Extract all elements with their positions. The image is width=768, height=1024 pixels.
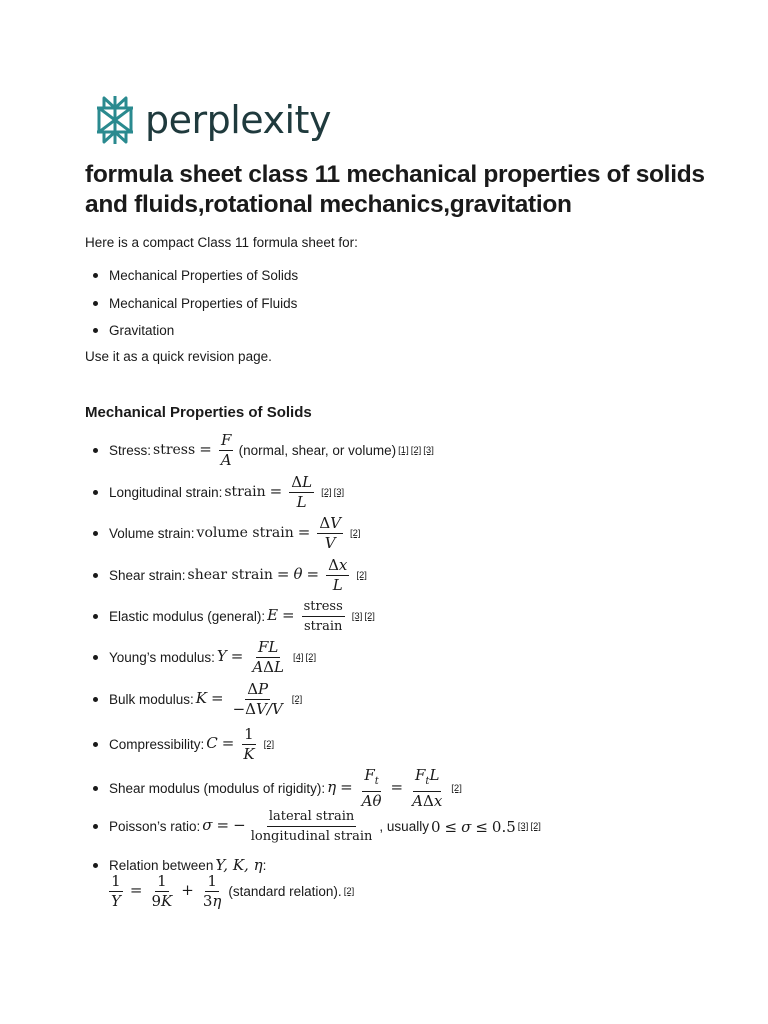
page-title: formula sheet class 11 mechanical properties of solids and fluids,rotational mechanics,gravitation (85, 161, 705, 218)
formula-relation-line (109, 873, 354, 910)
bullet (93, 742, 98, 747)
perplexity-logo[interactable] (94, 94, 331, 146)
bullet (93, 614, 98, 619)
citation-link[interactable]: [2] (356, 570, 367, 581)
formula-bulk-modulus: K = $\frac{\Delta P}{-\Delta V/V}$ (195, 680, 283, 718)
formula-item-longitudinal-strain (93, 474, 344, 511)
formula-label: Young’s modulus: (109, 650, 215, 665)
formula-elastic-modulus: E = $\frac{\text{stress}}{\text{strain}}$ (267, 599, 343, 634)
citation-link[interactable]: [2] (364, 611, 375, 622)
citation-link[interactable]: [3] (423, 445, 434, 456)
formula-note: (normal, shear, or volume) (238, 443, 397, 458)
formula-label: Shear strain: (109, 568, 186, 583)
formula-item-volume-strain (93, 515, 361, 552)
formula-volume-strain: volume strain = $\frac{\Delta V}{V}$ (196, 514, 341, 552)
citation-link[interactable]: [2] (530, 821, 541, 832)
formula-item-bulk-modulus (93, 681, 302, 718)
formula-item-elastic-modulus (93, 598, 375, 635)
formula-compressibility: C = $\frac{1}{K}$ (206, 725, 255, 763)
formula-label: Volume strain: (109, 526, 195, 541)
formula-item-shear-strain (93, 557, 367, 594)
citation-link[interactable]: [2] (410, 445, 422, 456)
formula-item-shear-modulus (93, 767, 462, 810)
list-item (93, 296, 297, 311)
formula-stress: stress = $\frac{F}{A}$ (153, 431, 232, 469)
formula-item-youngs-modulus (93, 639, 316, 676)
formula-shear-modulus: η = $\frac{F_t}{A\theta}$ = $\frac{F_tL}{\text{AΔx}}$ (327, 766, 443, 810)
bullet (93, 655, 98, 660)
citation-link[interactable]: [3] (517, 821, 529, 832)
formula-label: Poisson’s ratio: (109, 819, 201, 834)
list-item (93, 268, 298, 283)
formula-poissons-range: 0 ≤ σ ≤ 0.5 (430, 817, 516, 836)
revision-note: Use it as a quick revision page. (85, 349, 272, 364)
list-item-label: Gravitation (109, 323, 175, 338)
citation-link[interactable]: [2] (263, 739, 275, 750)
citation-link[interactable]: [2] (321, 487, 332, 498)
formula-youngs-modulus: Y = $\frac{FL}{\text{AΔL}}$ (216, 638, 284, 676)
bullet (93, 531, 98, 536)
formula-label: Compressibility: (109, 737, 205, 752)
formula-label: Bulk modulus: (109, 692, 194, 707)
formula-note: , usually (379, 819, 429, 834)
intro-text: Here is a compact Class 11 formula sheet for: (85, 235, 358, 250)
citation-link[interactable]: [1] (398, 445, 409, 456)
bullet (93, 328, 98, 333)
citation-link[interactable]: [2] (451, 783, 462, 794)
formula-label: Relation between (109, 857, 214, 873)
perplexity-wordmark: perplexity (145, 98, 331, 142)
formula-note: (standard relation). (228, 884, 342, 899)
formula-label: Stress: (109, 443, 152, 458)
bullet (93, 697, 98, 702)
formula-longitudinal-strain: strain = $\frac{\Delta L}{L}$ (224, 473, 313, 511)
formula-label: Shear modulus (modulus of rigidity): (109, 781, 326, 796)
formula-shear-strain: shear strain = θ = $\frac{\Delta x}{L}$ (187, 556, 348, 594)
formula-poissons-ratio: σ = − $\frac{\text{lateral strain}}{\text{longitudinal strain}}$ (202, 809, 373, 844)
list-item-label: Mechanical Properties of Fluids (109, 296, 298, 311)
bullet (93, 301, 98, 306)
bullet (93, 863, 98, 868)
formula-label: Elastic modulus (general): (109, 609, 266, 624)
bullet (93, 786, 98, 791)
citation-link[interactable]: [2] (305, 652, 317, 663)
bullet (93, 573, 98, 578)
citation-link[interactable]: [2] (291, 694, 303, 705)
perplexity-logo-icon (94, 94, 136, 146)
formula-relation: $\frac{1}{Y}$ = $\frac{1}{9K}$ + $\frac{1}{3\eta}$ (111, 872, 222, 910)
formula-item-stress (93, 432, 434, 469)
citation-link[interactable]: [4] (292, 652, 304, 663)
citation-link[interactable]: [3] (333, 487, 345, 498)
citation-link[interactable]: [2] (343, 886, 355, 897)
formula-item-compressibility (93, 726, 274, 763)
bullet (93, 824, 98, 829)
formula-label: Longitudinal strain: (109, 485, 223, 500)
bullet (93, 448, 98, 453)
bullet (93, 490, 98, 495)
formula-relation-vars: Y, K, η: (215, 856, 267, 874)
formula-item-poissons-ratio (93, 808, 541, 845)
bullet (93, 273, 98, 278)
citation-link[interactable]: [2] (350, 528, 361, 539)
list-item-label: Mechanical Properties of Solids (109, 268, 299, 283)
list-item (93, 323, 174, 338)
section-heading: Mechanical Properties of Solids (85, 404, 312, 421)
citation-link[interactable]: [3] (351, 611, 363, 622)
